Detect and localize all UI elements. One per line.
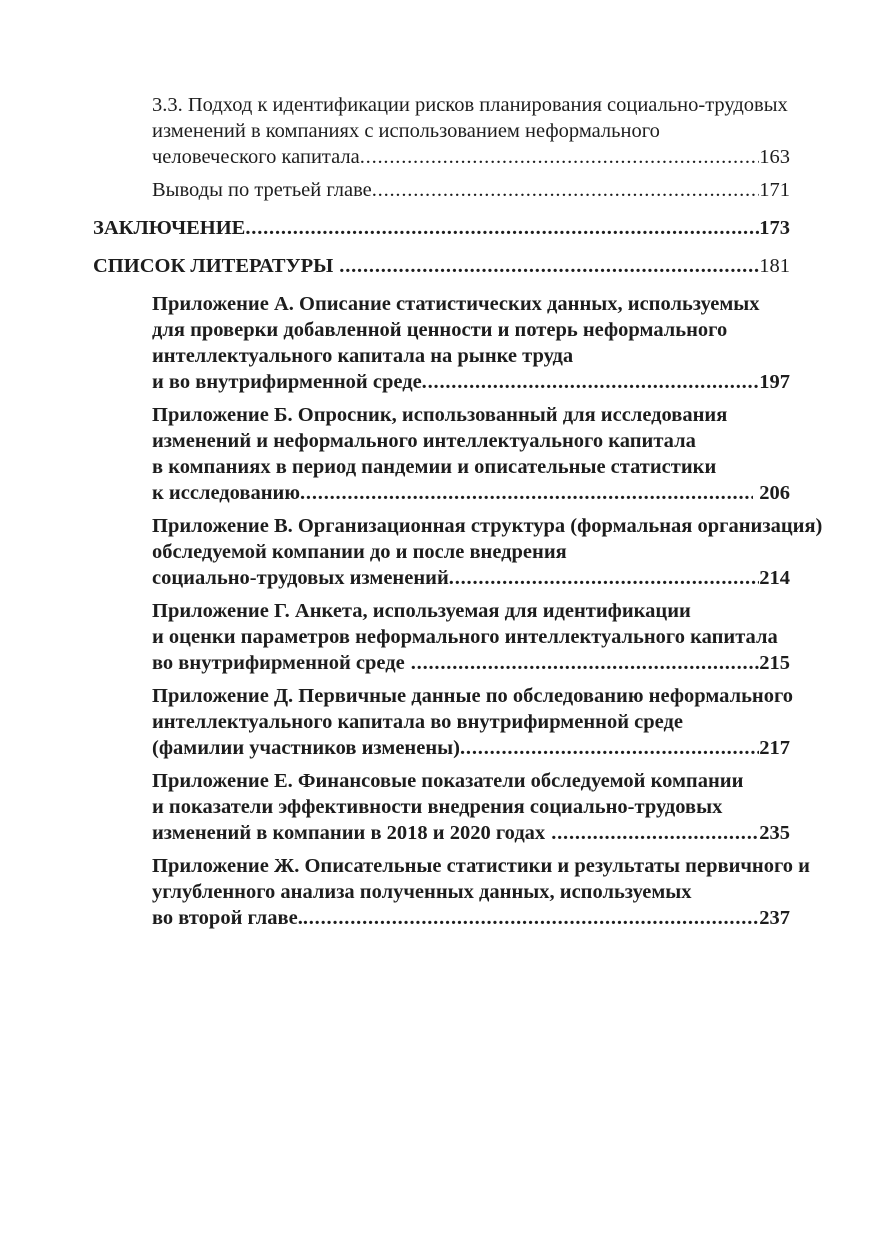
toc-entry-title: человеческого капитала <box>152 146 360 168</box>
toc-entry-appendix-d[interactable] <box>93 683 794 761</box>
toc-line: интеллектуального капитала во внутрифирменной среде <box>152 711 683 733</box>
toc-line: Приложение Ж. Описательные статистики и результаты первичного и <box>152 855 810 877</box>
dot-leader <box>422 369 760 395</box>
toc-entry-title: Выводы по третьей главе <box>152 179 372 201</box>
dot-leader <box>372 177 760 203</box>
page-number: 181 <box>759 255 790 277</box>
dot-leader <box>300 480 753 506</box>
toc-entry-appendix-a[interactable] <box>93 291 790 395</box>
toc-entry-title: и во внутрифирменной среде <box>152 371 422 393</box>
toc-lastline <box>152 369 790 395</box>
toc-entry-appendix-zh[interactable] <box>93 853 810 931</box>
page-number: 173 <box>759 217 790 239</box>
toc-line: и оценки параметров неформального интеллектуального капитала <box>152 626 778 648</box>
dot-leader <box>245 215 759 241</box>
dot-leader <box>411 650 760 676</box>
toc-entry-title: изменений в компании в 2018 и 2020 годах <box>152 822 546 844</box>
toc-lastline <box>152 820 790 846</box>
toc-entry-section-3-3[interactable] <box>93 92 790 170</box>
toc-lastline <box>152 905 790 931</box>
toc-lastline <box>152 565 790 591</box>
page-number: 214 <box>759 567 790 589</box>
toc-line: Приложение В. Организационная структура (формальная организация) <box>152 515 823 537</box>
toc-line: 3.3. Подход к идентификации рисков планирования социально-трудовых <box>152 94 788 116</box>
toc-entry-appendix-e[interactable] <box>93 768 790 846</box>
toc-entry-title: во внутрифирменной среде <box>152 652 405 674</box>
dot-leader <box>360 144 760 170</box>
toc-lastline <box>152 177 790 203</box>
page-number: 206 <box>759 482 790 504</box>
page-number: 197 <box>759 371 790 393</box>
dot-leader <box>339 253 759 279</box>
toc-line: изменений в компаниях с использованием неформального <box>152 120 660 142</box>
toc-line: Приложение Д. Первичные данные по обследованию неформального <box>152 685 794 707</box>
dot-leader <box>460 735 759 761</box>
toc-line: Приложение Г. Анкета, используемая для идентификации <box>152 600 691 622</box>
toc-entry-title: СПИСОК ЛИТЕРАТУРЫ <box>93 255 334 277</box>
dot-leader <box>303 905 759 931</box>
toc-entry-conclusion[interactable] <box>93 215 790 241</box>
toc-lastline <box>152 480 790 506</box>
toc-line: в компаниях в период пандемии и описательные статистики <box>152 456 717 478</box>
toc-entry-title: к исследованию <box>152 482 300 504</box>
toc-line: Приложение А. Описание статистических данных, используемых <box>152 293 760 315</box>
toc-entry-chapter-3-conclusions[interactable] <box>93 177 790 203</box>
toc-entry-title: социально-трудовых изменений <box>152 567 449 589</box>
page-number: 217 <box>759 737 790 759</box>
dot-leader <box>449 565 759 591</box>
toc-entry-title: (фамилии участников изменены) <box>152 737 460 759</box>
page-number: 235 <box>759 822 790 844</box>
toc-line: Приложение Б. Опросник, использованный для исследования <box>152 404 728 426</box>
toc-lastline <box>152 735 790 761</box>
page-number: 237 <box>759 907 790 929</box>
toc-line: и показатели эффективности внедрения социально-трудовых <box>152 796 723 818</box>
toc-lastline <box>93 253 790 279</box>
page-number: 171 <box>759 179 790 201</box>
toc-lastline <box>152 144 790 170</box>
page-number: 215 <box>759 652 790 674</box>
toc-entry-bibliography[interactable] <box>93 253 790 279</box>
toc-line: интеллектуального капитала на рынке труда <box>152 345 574 367</box>
toc-entry-appendix-g[interactable] <box>93 598 790 676</box>
toc-entry-appendix-v[interactable] <box>93 513 823 591</box>
toc-entry-title: во второй главе. <box>152 907 303 929</box>
page-number: 163 <box>759 146 790 168</box>
toc-line: обследуемой компании до и после внедрения <box>152 541 567 563</box>
toc-line: для проверки добавленной ценности и потерь неформального <box>152 319 728 341</box>
toc-line: Приложение Е. Финансовые показатели обследуемой компании <box>152 770 744 792</box>
toc-entry-appendix-b[interactable] <box>93 402 790 506</box>
toc-lastline <box>93 215 790 241</box>
toc-list <box>93 92 823 938</box>
toc-entry-title: ЗАКЛЮЧЕНИЕ <box>93 217 246 239</box>
dot-leader <box>551 820 759 846</box>
toc-lastline <box>152 650 790 676</box>
toc-line: изменений и неформального интеллектуального капитала <box>152 430 696 452</box>
toc-line: углубленного анализа полученных данных, используемых <box>152 881 692 903</box>
